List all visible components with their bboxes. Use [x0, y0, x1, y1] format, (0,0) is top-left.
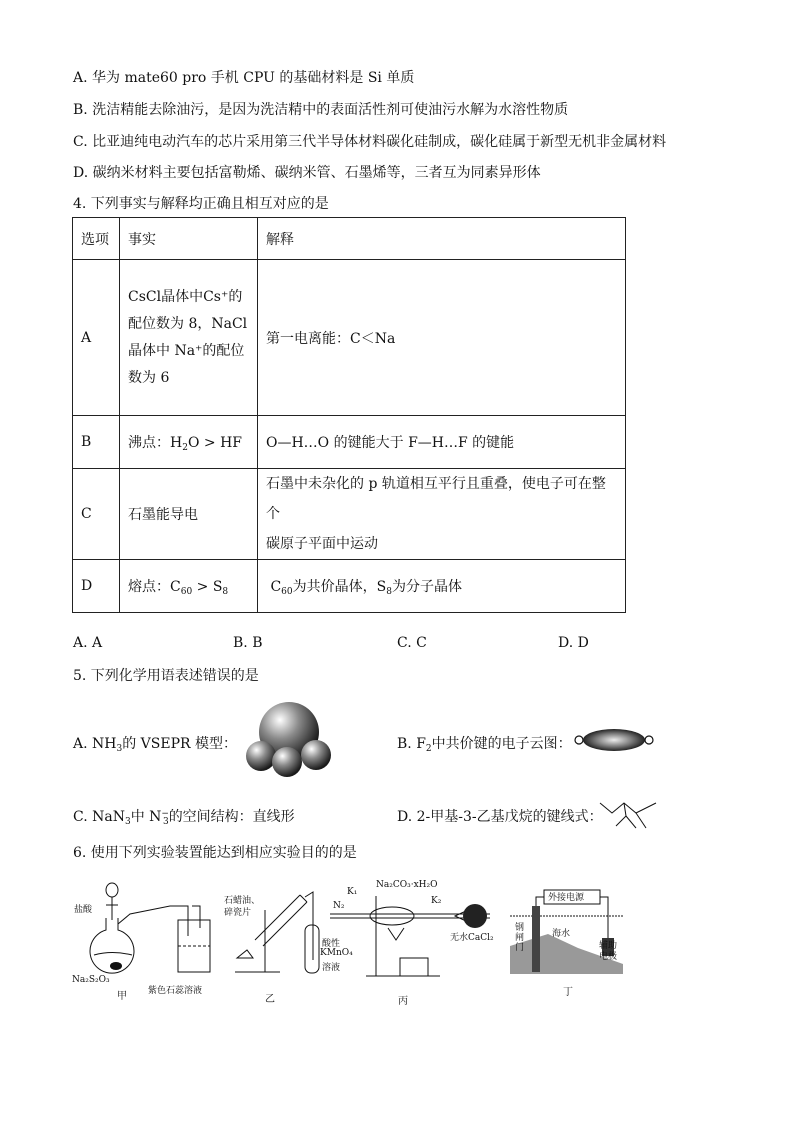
steel-gate: [532, 906, 540, 972]
formula: S: [376, 578, 387, 595]
label-paraffin-1: 石蜡油、: [224, 896, 261, 906]
answer-option-d: D. D: [558, 635, 589, 651]
caption-bing: 丙: [398, 996, 408, 1007]
row-option: D: [73, 560, 120, 613]
label-paraffin-2: 碎瓷片: [224, 908, 252, 918]
label-power: 外接电源: [548, 893, 585, 903]
table-header: 选项: [73, 218, 120, 260]
answer-option-a: A. A: [73, 635, 103, 651]
row-explain: [258, 469, 626, 560]
table-row: [73, 416, 626, 469]
q5-option-b: [397, 733, 572, 754]
nucleus-right: [645, 736, 653, 744]
formula: H: [170, 434, 183, 451]
subscript: 8: [222, 586, 229, 597]
bond: [616, 816, 626, 826]
bond: [626, 816, 636, 828]
fact-line: 晶体中 Na⁺的配位: [128, 342, 245, 359]
superscript: −: [161, 809, 169, 819]
q5-option-c: [73, 806, 295, 827]
row-option: B: [73, 416, 120, 469]
q3-option-a: A. 华为 mate60 pro 手机 CPU 的基础材料是 Si 单质: [73, 70, 415, 86]
q5-option-a: [73, 733, 237, 754]
q3-option-d: D. 碳纳米材料主要包括富勒烯、碳纳米管、石墨烯等，三者互为同素异形体: [73, 165, 541, 181]
cacl2-bulb: [463, 904, 487, 928]
liquid-level: [94, 953, 132, 956]
test-tube: [263, 902, 307, 946]
subscript: 60: [281, 586, 293, 597]
fact-line: 配位数为 8，NaCl: [128, 315, 248, 332]
row-explain: 第一电离能：C＜Na: [258, 260, 626, 416]
row-explain: [258, 560, 626, 613]
subscript: 3: [162, 817, 169, 827]
caption-yi: 乙: [265, 994, 275, 1005]
ethyl-branch: [636, 813, 646, 828]
label-litmus: 紫色石蕊溶液: [148, 986, 203, 996]
explain-line: 碳原子平面中运动: [266, 536, 378, 552]
flame: [388, 928, 404, 940]
alcohol-lamp: [237, 950, 253, 958]
formula: HF: [220, 434, 243, 451]
label-kmno4-1: 酸性: [322, 939, 341, 949]
fact-prefix: 熔点：: [128, 578, 170, 595]
table-row: [73, 469, 626, 560]
label-k2: K₂: [431, 896, 442, 906]
h-atom: [272, 747, 302, 777]
exit-tube: [192, 906, 200, 928]
row-fact: [120, 260, 258, 416]
subscript: 2: [182, 442, 188, 453]
option-text: 中 N: [130, 809, 162, 825]
label-aux-2: 电极: [599, 952, 618, 962]
receiving-tube: [305, 925, 319, 973]
label-n2: N₂: [333, 901, 345, 911]
formula: O: [187, 434, 200, 451]
caption-jia: 甲: [117, 991, 127, 1002]
label-gate-2: 闸: [515, 933, 525, 943]
apparatus-jia: [70, 880, 220, 985]
wire: [600, 897, 608, 940]
nucleus-left: [575, 736, 583, 744]
table-row: [73, 260, 626, 416]
label-gate-1: 钢: [515, 923, 525, 933]
explain-text: 为共价晶体，: [292, 578, 377, 595]
subscript: 3: [124, 817, 131, 827]
label-na2s2o3: Na₂S₂O₃: [72, 975, 110, 985]
row-option: C: [73, 469, 120, 560]
label-seawater: 海水: [552, 929, 571, 939]
solid-reagent: [110, 962, 122, 970]
vsepr-model-image: [244, 700, 334, 778]
option-text: 的空间结构：直线形: [168, 809, 295, 825]
subscript: 2: [425, 744, 432, 754]
label-kmno4-3: 溶液: [322, 963, 341, 973]
formula: C: [270, 578, 282, 595]
lamp-block: [400, 958, 428, 976]
option-text: B. F: [397, 736, 426, 752]
subscript: 3: [116, 744, 123, 754]
q5-option-d: D. 2-甲基-3-乙基戊烷的键线式：: [397, 809, 603, 825]
table-row: [73, 560, 626, 613]
separatory-funnel: [106, 883, 118, 897]
table-header: 事实: [120, 218, 258, 260]
answer-option-c: C. C: [397, 635, 427, 651]
table-header-row: [73, 218, 626, 260]
option-text: A. NH: [73, 736, 117, 752]
option-text: 中共价键的电子云图：: [431, 736, 572, 752]
test-tube: [255, 895, 300, 940]
label-hcl: 盐酸: [74, 905, 93, 915]
label-aux-1: 辅助: [599, 941, 618, 951]
fact-prefix: 沸点：: [128, 434, 170, 451]
formula: C: [170, 578, 181, 595]
gt-sign: >: [196, 578, 209, 595]
q5-stem: 5. 下列化学用语表述错误的是: [73, 668, 259, 684]
main-chain: [600, 803, 656, 813]
h-atom: [246, 741, 276, 771]
reaction-tube: [370, 907, 414, 925]
electron-cloud: [583, 729, 645, 751]
formula: S: [212, 578, 223, 595]
q3-option-b: B. 洗洁精能去除油污，是因为洗洁精中的表面活性剂可使油污水解为水溶性物质: [73, 102, 569, 118]
label-na2co3: Na₂CO₃·xH₂O: [376, 880, 438, 890]
q3-option-c: C. 比亚迪纯电动汽车的芯片采用第三代半导体材料碳化硅制成，碳化硅属于新型无机非金属材料: [73, 134, 667, 150]
subscript: 8: [386, 586, 392, 597]
row-fact: [120, 560, 258, 613]
fact-line: 数为 6: [128, 369, 170, 386]
row-explain: O—H…O 的键能大于 F—H…F 的键能: [258, 416, 626, 469]
gt-sign: >: [203, 434, 216, 451]
row-fact: 石墨能导电: [120, 469, 258, 560]
skeletal-formula-image: [598, 796, 660, 830]
row-fact: [120, 416, 258, 469]
option-text: 的 VSEPR 模型：: [122, 736, 238, 752]
label-k1: K₁: [347, 887, 358, 897]
table-header: 解释: [258, 218, 626, 260]
explain-line: 石墨中未杂化的 p 轨道相互平行且重叠，使电子可在整个: [266, 476, 606, 522]
q4-table: [72, 217, 626, 613]
row-option: A: [73, 260, 120, 416]
h-atom: [301, 740, 331, 770]
label-cacl2: 无水CaCl₂: [450, 933, 494, 943]
fact-line: CsCl晶体中Cs⁺的: [128, 288, 243, 305]
electron-cloud-image: [573, 727, 655, 753]
q6-stem: 6. 使用下列实验装置能达到相应实验目的的是: [73, 845, 357, 861]
label-kmno4-2: KMnO₄: [320, 948, 353, 958]
q4-stem: 4. 下列事实与解释均正确且相互对应的是: [73, 196, 329, 212]
subscript: 60: [180, 586, 193, 597]
caption-ding: 丁: [563, 987, 573, 998]
option-text: C. NaN: [73, 809, 125, 825]
answer-option-b: B. B: [233, 635, 263, 651]
label-gate-3: 门: [515, 943, 525, 953]
explain-text: 为分子晶体: [391, 578, 462, 595]
